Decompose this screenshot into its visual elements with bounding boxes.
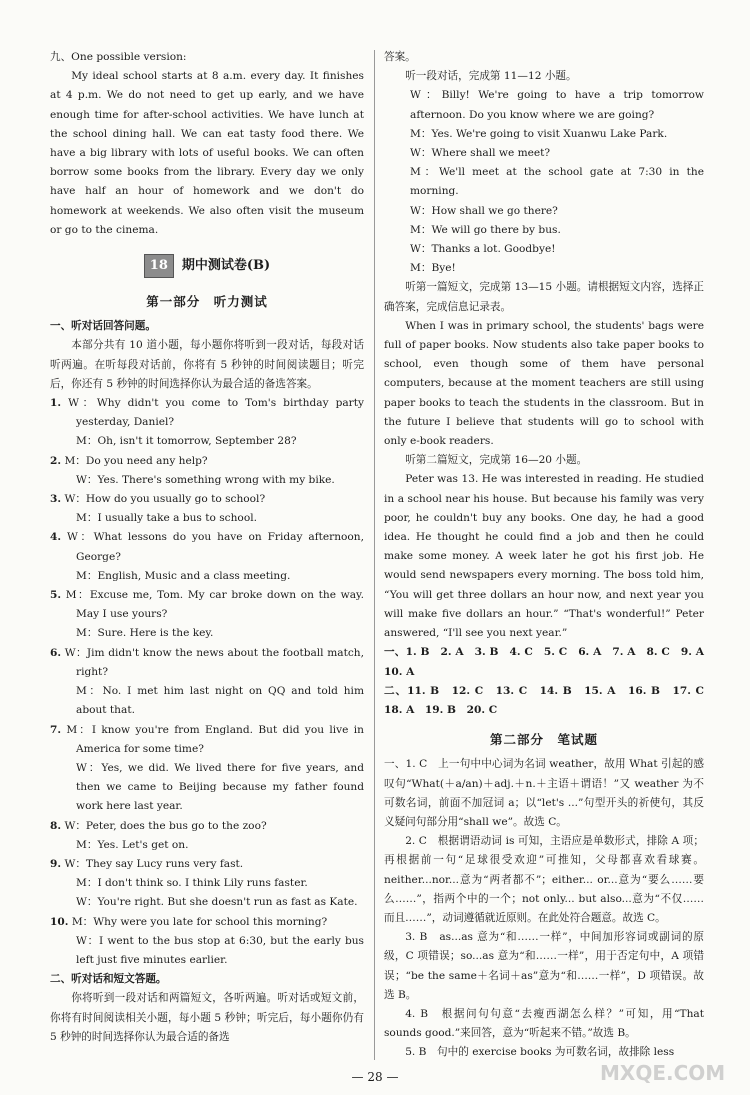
answer-key-1: 一、1. B 2. A 3. B 4. C 5. C 6. A 7. A 8. C 9. A 10. A xyxy=(384,646,715,678)
unit-number-badge: 18 xyxy=(144,254,174,278)
dialogue-item xyxy=(50,855,364,913)
dialogue-line: W：Yes. There's something wrong with my bike. xyxy=(76,473,335,486)
watermark-logo: MXQE.COM xyxy=(600,1061,726,1085)
dialogue-line: W：You're right. But she doesn't run as fast as Kate. xyxy=(76,896,358,909)
dialogue-line: 7. M：I know you're from England. But did you live in America for some time? xyxy=(50,723,364,755)
left-column xyxy=(50,48,364,1047)
explanation-1: 一、1. C 上一句中中心词为名词 weather，故用 What 引起的感叹句“What(＋a/an)＋adj.＋n.＋主语＋谓语！”又 weather 为不可数名词，前面不加冠词 a；以“let's ...”句型开头的祈使句，其反义疑问句部分用“shall we”。故选 C。 xyxy=(384,758,704,828)
dialogue-line: M：Sure. Here is the key. xyxy=(76,627,214,640)
dialogue-line: 9. W：They say Lucy runs very fast. xyxy=(50,857,244,870)
dialogue-line: 4. W：What lessons do you have on Friday afternoon, George? xyxy=(50,531,364,563)
dialogue-line: 3. W：How do you usually go to school? xyxy=(50,493,266,506)
dialogue-line: M：English, Music and a class meeting. xyxy=(76,569,291,582)
dialogue-item xyxy=(50,586,364,644)
dialogue-line: M：Oh, isn't it tomorrow, September 28? xyxy=(76,435,297,448)
model-essay: My ideal school starts at 8 a.m. every day. It finishes at 4 p.m. We do not need to get up early, and we have enough time for after-school activities. We have lunch at the school dining hall. We can eat tasty food there. We have a big library with lots of useful books. We can often borrow some books from the library. Every day we only have half an hour of homework and we don't do homework at weekends. We also often visit the museum or go to the cinema. xyxy=(50,70,364,236)
dialogue-line: W：Where shall we meet? xyxy=(410,147,551,160)
passage1-text: When I was in primary school, the students' bags were full of paper books. Now students also take paper books to school, even though some of them have personal computers, because at the moment teachers are still using paper books to teach the students in the classroom. But in the future I believe that students will go to school with only e-book readers. xyxy=(384,319,704,448)
dialogue2-intro: 听一段对话，完成第 11—12 小题。 xyxy=(405,70,577,83)
dialogue-line: M：We'll meet at the school gate at 7:30 in the morning. xyxy=(410,166,704,198)
unit-title xyxy=(50,254,364,278)
dialogue-line: M：I usually take a bus to school. xyxy=(76,512,257,525)
sec1-heading: 一、听对话回答问题。 xyxy=(50,320,156,333)
explanation-5: 5. B 句中的 exercise books 为可数名词，故排除 less xyxy=(405,1046,675,1059)
dialogue-line: W：Billy! We're going to have a trip tomorrow afternoon. Do you know where we are going? xyxy=(410,89,704,121)
dialogue-line: W：How shall we go there? xyxy=(410,204,558,217)
dialogue-line: 10. M：Why were you late for school this morning? xyxy=(50,915,328,928)
sec2-intro: 你将听到一段对话和两篇短文，各听两遍。听对话或短文前，你将有时间阅读相关小题，每小题 5 秒钟；听完后，每小题你仍有 5 秒钟的时间选择你认为最合适的备选 xyxy=(50,992,364,1043)
dialogue-item xyxy=(50,913,364,971)
sec2-heading: 二、听对话和短文答题。 xyxy=(50,973,167,986)
unit-title-text: 期中测试卷(B) xyxy=(181,258,271,274)
passage1-intro: 听第一篇短文，完成第 13—15 小题。请根据短文内容，选择正确答案，完成信息记录表。 xyxy=(384,281,704,313)
dialogue-item xyxy=(50,452,364,490)
answer-key-2: 二、11. B 12. C 13. C 14. B 15. A 16. B 17. C 18. A 19. B 20. C xyxy=(384,684,715,716)
explanation-3: 3. B as...as 意为“和……一样”，中间加形容词或副词的原级，C 项错误；so...as 意为“和……一样”，用于否定句中，A 项错误；“be the same＋名词＋as”意为“和……一样”，D 项错误。故选 B。 xyxy=(384,931,704,1001)
dialogue-line: M：I don't think so. I think Lily runs faster. xyxy=(76,877,308,890)
dialogue-line: 2. M：Do you need any help? xyxy=(50,454,208,467)
passage2-intro: 听第二篇短文，完成第 16—20 小题。 xyxy=(405,454,588,467)
dialogue-line: M：No. I met him last night on QQ and told him about that. xyxy=(76,685,364,717)
part9-heading: 九、One possible version: xyxy=(50,51,187,63)
dialogue-item xyxy=(50,817,364,855)
dialogue-item xyxy=(50,528,364,586)
explanation-4: 4. B 根据问句句意“去瘦西湖怎么样？”可知，用“That sounds good.”来回答，意为“听起来不错。”故选 B。 xyxy=(384,1007,704,1040)
dialogue-item xyxy=(50,394,364,452)
dialogue-line: M：Bye! xyxy=(410,262,456,275)
dialogue-list xyxy=(50,394,364,970)
dialogue-item xyxy=(50,644,364,721)
dialogue2 xyxy=(384,86,704,278)
dialogue-line: W：Yes, we did. We lived there for five years, and then we came to Beijing because my father found work here last year. xyxy=(76,761,364,813)
dialogue-line: M：Yes. We're going to visit Xuanwu Lake Park. xyxy=(410,127,668,140)
right-column xyxy=(384,48,715,1063)
dialogue-line: M：We will go there by bus. xyxy=(410,223,561,236)
dialogue-line: 8. W：Peter, does the bus go to the zoo? xyxy=(50,819,267,832)
page-number: — 28 — xyxy=(351,1070,399,1084)
dialogue-line: W：Thanks a lot. Goodbye! xyxy=(410,243,556,256)
dialogue-line: 5. M：Excuse me, Tom. My car broke down on the way. May I use yours? xyxy=(50,589,364,621)
dialogue-line: 1. W：Why didn't you come to Tom's birthday party yesterday, Daniel? xyxy=(50,397,364,429)
dialogue-item xyxy=(50,721,364,817)
sec1-intro: 本部分共有 10 道小题，每小题你将听到一段对话，每段对话听两遍。在听每段对话前，你将有 5 秒钟的时间阅读题目；听完后，你还有 5 秒钟的时间选择你认为最合适的备选答案。 xyxy=(50,339,364,390)
dialogue-line: 6. W：Jim didn't know the news about the football match, right? xyxy=(50,646,364,678)
continuation-text: 答案。 xyxy=(384,51,416,63)
column-divider xyxy=(374,50,375,1060)
passage2-text: Peter was 13. He was interested in reading. He studied in a school near his house. But because his family was very poor, he couldn't buy any books. One day, he had a good idea. He thought he could find a job and then he could make some money. A week later he got his first job. He would send newspapers every morning. The boss told him, “You will get three dollars an hour now, and next year you will make five dollars an hour.” “That's wonderful!” Peter answered, “I'll see you next year.” xyxy=(384,473,704,640)
dialogue-line: M：Yes. Let's get on. xyxy=(76,838,189,851)
explanation-2: 2. C 根据谓语动词 is 可知，主语应是单数形式，排除 A 项；再根据前一句“足球很受欢迎”可推知，父母都喜欢看球赛。neither...nor...意为“两者都不”；either... or...意为“要么……要么……”，指两个中的一个；not only... but also...意为“不仅……而且……”，动词遵循就近原则。在此处符合题意。故选 C。 xyxy=(384,835,704,924)
part1-title: 第一部分 听力测试 xyxy=(146,294,268,310)
dialogue-item xyxy=(50,490,364,528)
dialogue-line: W：I went to the bus stop at 6:30, but the early bus left just five minutes earlier. xyxy=(76,934,364,966)
part2-title: 第二部分 笔试题 xyxy=(489,732,598,748)
